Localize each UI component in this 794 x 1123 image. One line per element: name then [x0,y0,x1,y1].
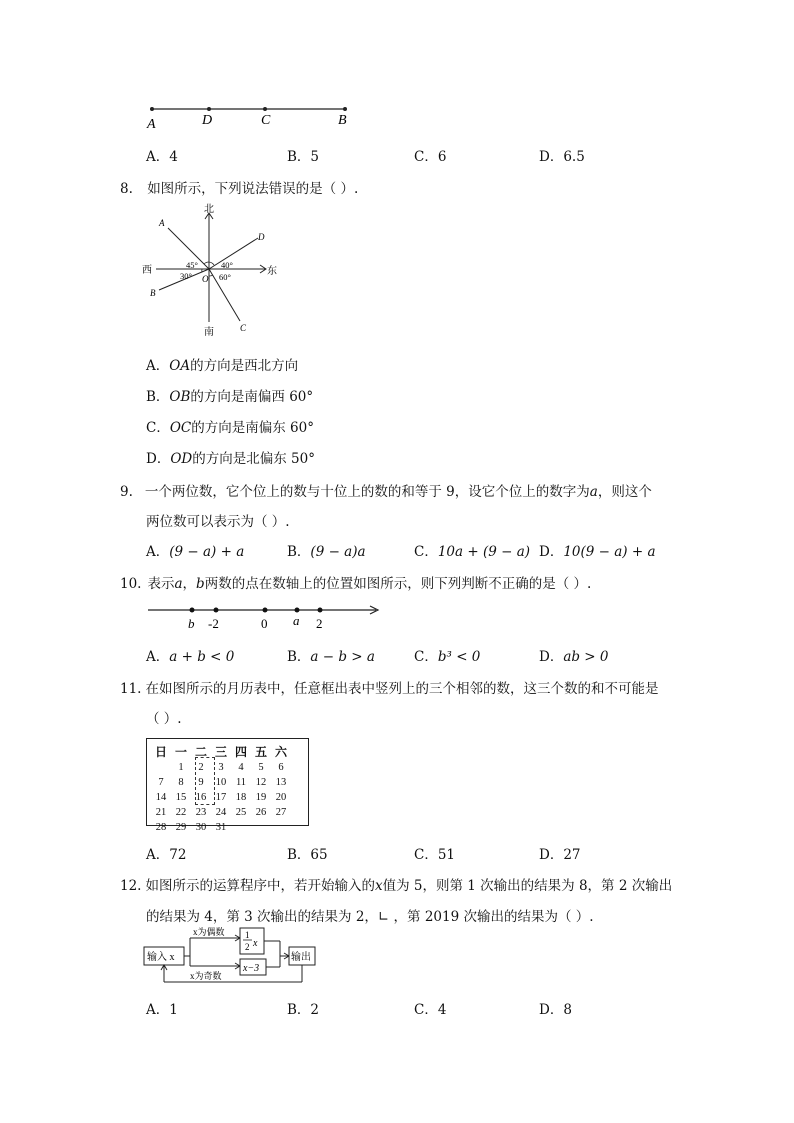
q10-number-line [140,600,390,632]
flow-input-label: 输入 x [147,952,175,963]
axis-label-2: 2 [316,616,323,631]
q11-option-b[interactable]: B．65 [287,847,328,863]
north-label: 北 [204,204,214,215]
q8-option-d[interactable]: D．OD的方向是北偏东 50° [146,451,315,467]
q7-option-a[interactable]: A．4 [146,149,178,165]
east-label: 东 [267,266,277,277]
q12-option-a[interactable]: A．1 [146,1002,178,1018]
flow-odd-label: x为奇数 [190,971,222,981]
q8-option-b[interactable]: B．OB的方向是南偏西 60° [146,389,314,405]
flow-half-var: x [253,938,258,949]
calendar-row: 14 15 16 17 18 19 20 [155,792,287,803]
angle-40-label: 40° [221,260,233,270]
origin-label: O [202,274,209,284]
point-c-label: C [261,113,271,128]
q8-option-a[interactable]: A．OA的方向是西北方向 [146,358,299,374]
calendar-row: 7 8 9 10 11 12 13 [158,777,287,788]
q8-option-c[interactable]: C．OC的方向是南偏东 60° [146,420,314,436]
angle-45-label: 45° [186,260,198,270]
flow-even-label: x为偶数 [193,927,225,937]
q9-option-b[interactable]: B．(9 − a)a [287,544,366,560]
q11-stem-line1: 11. 在如图所示的月历表中，任意框出表中竖列上的三个相邻的数，这三个数的和不可能是 [120,681,659,697]
q7-segment-figure [140,98,360,132]
q7-option-d[interactable]: D．6.5 [539,149,585,165]
q12-stem-line1: 12. 如图所示的运算程序中，若开始输入的x值为 5，则第 1 次输出的结果为 8，第 2 次输出 [120,878,673,894]
q10-option-d[interactable]: D．ab > 0 [539,649,609,665]
flow-half-den: 2 [245,942,250,952]
q12-option-d[interactable]: D．8 [539,1002,572,1018]
q8-direction-figure [138,200,288,340]
ray-b-label: B [150,288,156,298]
calendar-row: 21 22 23 24 25 26 27 [155,807,287,818]
calendar-selection-box [195,757,215,805]
angle-60-label: 60° [219,272,231,282]
q7-option-b[interactable]: B．5 [287,149,320,165]
q11-option-a[interactable]: A．72 [146,847,187,863]
q10-option-c[interactable]: C．b³ < 0 [414,649,481,665]
axis-label-neg2: -2 [208,616,219,631]
q12-stem-line2: 的结果为 4，第 3 次输出的结果为 2，∟ ，第 2019 次输出的结果为（ ）. [146,909,594,925]
point-d-label: D [202,113,213,128]
south-label: 南 [204,327,214,338]
point-a-label: A [147,117,156,132]
axis-label-a: a [293,613,300,628]
q9-option-d[interactable]: D．10(9 − a) + a [539,544,656,560]
q12-option-c[interactable]: C．4 [414,1002,447,1018]
q8-stem: 8. 如图所示，下列说法错误的是（ ）. [120,181,359,197]
flow-output-label: 输出 [291,952,311,963]
q7-option-c[interactable]: C．6 [414,149,447,165]
q11-stem-line2: （ ）. [146,711,182,727]
calendar-row: 1 2 3 4 5 6 [178,762,284,773]
flow-half-num: 1 [245,930,250,940]
q12-flowchart [140,926,330,984]
q10-option-b[interactable]: B．a − b > a [287,649,375,665]
q11-option-d[interactable]: D．27 [539,847,581,863]
q12-option-b[interactable]: B．2 [287,1002,320,1018]
q8-number: 8. [120,181,133,197]
calendar-row: 28 29 30 31 [155,822,227,833]
q9-stem-line2: 两位数可以表示为（ ）. [146,514,290,530]
flow-minus-label: x−3 [243,963,260,974]
ray-a-label: A [159,218,165,228]
axis-label-b: b [188,616,195,631]
calendar-table [146,738,309,833]
point-b-label: B [338,113,347,128]
axis-label-0: 0 [261,616,268,631]
calendar-header-row: 日 一 二 三 四 五 六 [154,745,287,759]
west-label: 西 [142,265,152,276]
q9-option-c[interactable]: C．10a + (9 − a) [414,544,531,560]
q9-option-a[interactable]: A．(9 − a) + a [146,544,245,560]
ray-c-label: C [240,323,247,333]
q10-stem: 10. 表示a，b两数的点在数轴上的位置如图所示，则下列判断不正确的是（ ）. [120,576,592,592]
angle-30-label: 30° [180,271,192,281]
q9-stem-line1: 9. 一个两位数，它个位上的数与十位上的数的和等于 9，设它个位上的数字为a，则这个 [120,484,652,500]
q11-option-c[interactable]: C．51 [414,847,456,863]
ray-d-label: D [258,232,265,242]
q10-option-a[interactable]: A．a + b < 0 [146,649,235,665]
